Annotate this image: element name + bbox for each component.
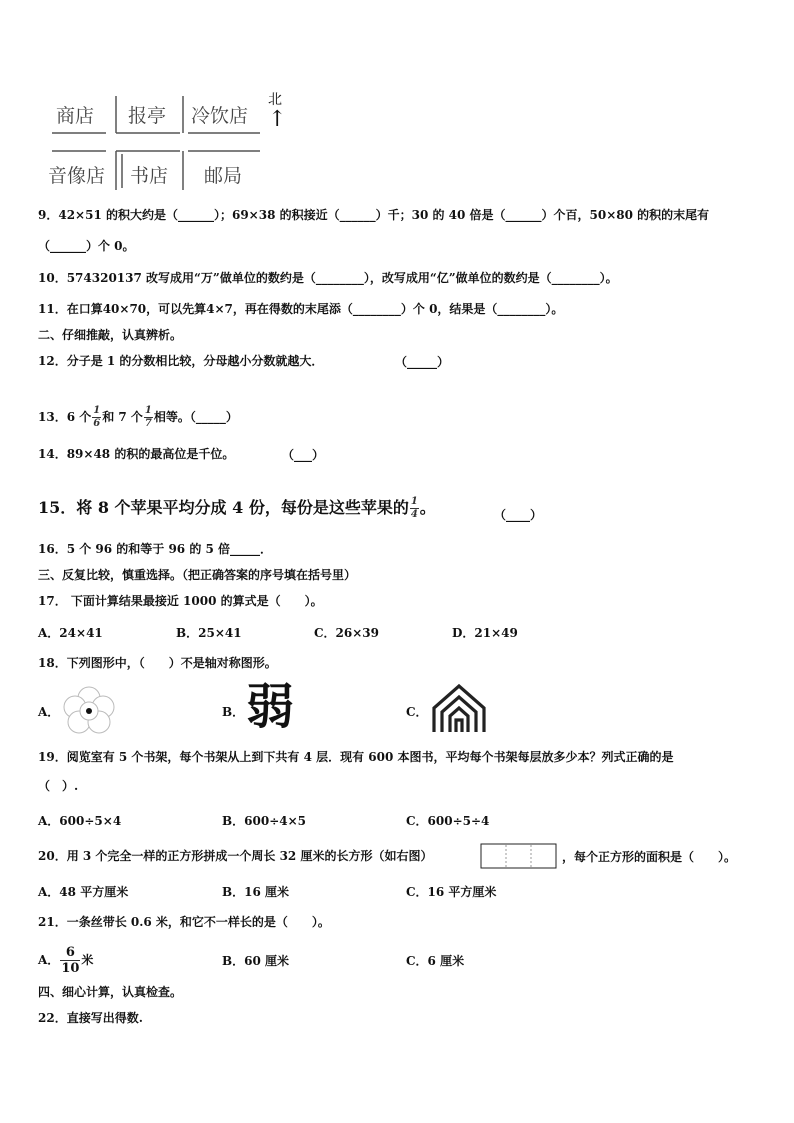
question-16: 16．5 个 96 的和等于 96 的 5 倍_____． [38,542,273,556]
section-4-heading: 四、细心计算，认真检查。 [38,985,183,999]
question-19-option-b[interactable]: B．600÷4×5 [222,814,307,828]
question-14-blank: （___） [282,448,325,462]
question-13-prefix: 13．6 个 [38,410,92,424]
question-20-option-a[interactable]: A．48 平方厘米 [38,885,129,899]
question-15-blank: （____） [494,508,543,522]
question-14: 14．89×48 的积的最高位是千位。 [38,447,235,461]
question-17-stem: 17． 下面计算结果最接近 1000 的算式是（ ）。 [38,594,323,608]
north-label: 北 [268,92,282,108]
question-15-end: 。 [419,498,436,517]
question-22: 22．直接写出得数. [38,1011,143,1025]
question-19-line2: （ ）. [38,779,79,793]
question-20-option-b[interactable]: B．16 厘米 [222,885,290,899]
question-21-stem: 21．一条丝带长 0.6 米，和它不一样长的是（ ）。 [38,915,330,929]
map-cell-newsstand: 报亭 [128,105,167,127]
question-12: 12．分子是 1 的分数相比较，分母越小分数就越大． [38,354,324,368]
fraction-one-sixth: $\frac{1}{6}$ [93,405,101,429]
north-arrow-icon: ↑ [268,107,287,132]
map-cell-bookstore: 书店 [130,165,169,187]
question-20-stem-end: ，每个正方形的面积是（ ）。 [562,850,737,864]
three-squares-rectangle-figure [480,843,558,869]
question-18-option-a[interactable]: A． [38,705,60,719]
flower-circles-icon [60,686,118,736]
fraction-one-seventh: $\frac{1}{7}$ [144,405,152,429]
question-10: 10．574320137 改写成用“万”做单位的数约是（________），改写成用“亿”做单位的数约是（________）。 [38,271,618,285]
question-13 [38,402,238,432]
question-18-option-c[interactable]: C． [406,705,428,719]
map-cell-post-office: 邮局 [204,165,243,187]
question-17-option-b[interactable]: B．25×41 [176,626,242,640]
map-cell-cold-drink-shop: 冷饮店 [191,105,249,127]
question-11: 11．在口算40×70，可以先算4×7，再在得数的末尾添（________）个 0，结果是（________）。 [38,302,564,316]
question-15-text: 15．将 8 个苹果平均分成 4 份，每份是这些苹果的 [38,498,409,517]
question-20-option-c[interactable]: C．16 平方厘米 [406,885,497,899]
question-18-stem: 18．下列图形中，（ ）不是轴对称图形。 [38,656,277,670]
question-21-option-b[interactable]: B．60 厘米 [222,954,290,968]
character-ruo: 弱 [246,679,295,735]
question-19-option-a[interactable]: A．600÷5×4 [38,814,122,828]
question-19-option-c[interactable]: C．600÷5÷4 [406,814,490,828]
question-17-option-a[interactable]: A．24×41 [38,626,103,640]
question-12-blank: （_____） [395,355,450,369]
fraction-six-tenths: $\frac{6}{10}$ [61,945,80,976]
question-15 [38,486,436,530]
question-13-suffix: 相等。（_____） [153,410,238,424]
option-a-unit: 米 [81,953,94,967]
question-9-line2: （______）个 0。 [38,239,135,253]
question-21-option-a[interactable] [38,940,93,980]
question-17-option-d[interactable]: D．21×49 [452,626,518,640]
option-a-prefix: A． [38,953,60,967]
map-cell-audio-video-shop: 音像店 [48,165,106,187]
question-20-stem: 20．用 3 个完全一样的正方形拼成一个周长 32 厘米的长方形（如右图） [38,849,433,863]
nested-arch-logo-icon [430,682,488,734]
map-cell-shop: 商店 [56,105,95,127]
question-17-option-c[interactable]: C．26×39 [314,626,380,640]
question-18-option-b[interactable]: B． [222,705,245,719]
section-2-heading: 二、仔细推敲，认真辨析。 [38,328,183,342]
fraction-one-quarter: $\frac{1}{4}$ [410,496,418,520]
question-13-mid: 和 7 个 [102,410,143,424]
question-21-option-c[interactable]: C．6 厘米 [406,954,465,968]
section-3-heading: 三、反复比较，慎重选择。（把正确答案的序号填在括号里） [38,568,357,582]
question-9-line1: 9．42×51 的积大约是（______）；69×38 的积接近（______）千；30 的 40 倍是（______）个百，50×80 的积的末尾有 [38,208,710,222]
question-19-line1: 19．阅览室有 5 个书架，每个书架从上到下共有 4 层．现有 600 本图书，平均每个书架每层放多少本？列式正确的是 [38,750,674,764]
